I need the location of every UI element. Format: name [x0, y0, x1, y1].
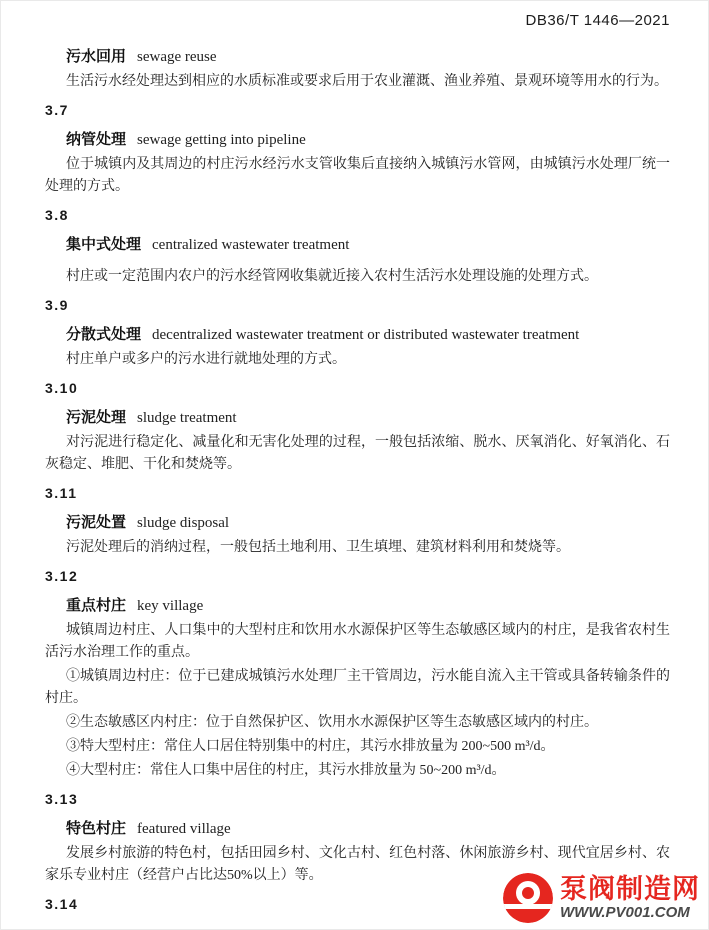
term-heading — [45, 45, 670, 69]
term-definition: 对污泥进行稳定化、减量化和无害化处理的过程，一般包括浓缩、脱水、厌氧消化、好氧消化、石灰稳定、堆肥、干化和焚烧等。 — [45, 435, 670, 472]
term-english: sewage getting into pipeline — [137, 132, 306, 148]
term-english: featured village — [137, 821, 231, 837]
term-english: sludge treatment — [137, 410, 237, 426]
standard-number: DB36/T 1446—2021 — [525, 12, 670, 29]
term-heading — [45, 323, 670, 347]
pv001-logo-text — [560, 876, 700, 920]
term-definition: 位于城镇内及其周边的村庄污水经污水支管收集后直接纳入城镇污水管网，由城镇污水处理厂统一处理的方式。 — [45, 157, 670, 194]
term-section-centralized — [45, 204, 670, 288]
term-definition: 村庄单户或多户的污水进行就地处理的方式。 — [66, 352, 346, 367]
term-section-sludge-disposal — [45, 482, 670, 559]
term-section-sludge-treatment — [45, 377, 670, 476]
term-chinese: 分散式处理 — [66, 326, 142, 343]
page-header — [45, 11, 670, 31]
site-url: WWW.PV001.COM — [560, 904, 690, 921]
clause-number: 3.10 — [45, 380, 79, 396]
pv001-logo-icon — [503, 873, 553, 923]
clause-number: 3.7 — [45, 102, 69, 118]
definition-item-3: ③特大型村庄：常住人口居住特别集中的村庄，其污水排放量为 200~500 m³/d。 — [66, 739, 555, 754]
clause-number: 3.9 — [45, 297, 69, 313]
term-section-decentralized — [45, 294, 670, 371]
term-chinese: 集中式处理 — [66, 236, 142, 253]
term-english: key village — [137, 598, 204, 614]
term-english: sewage reuse — [137, 49, 217, 65]
term-heading — [45, 406, 670, 430]
term-section-key-village — [45, 565, 670, 782]
term-definition: 污泥处理后的消纳过程，一般包括土地利用、卫生填埋、建筑材料利用和焚烧等。 — [66, 540, 570, 555]
site-name: 泵阀制造网 — [560, 874, 700, 904]
term-heading — [45, 817, 670, 841]
term-definition: 生活污水经处理达到相应的水质标准或要求后用于农业灌溉、渔业养殖、景观环境等用水的行为。 — [66, 74, 668, 89]
term-chinese: 特色村庄 — [66, 820, 127, 837]
term-chinese: 污水回用 — [66, 48, 127, 65]
term-english: sludge disposal — [137, 515, 230, 531]
term-definition: 村庄或一定范围内农户的污水经管网收集就近接入农村生活污水处理设施的处理方式。 — [66, 269, 598, 284]
term-definition: 发展乡村旅游的特色村，包括田园乡村、文化古村、红色村落、休闲旅游乡村、现代宜居乡村、农家乐专业村庄（经营户占比达50%以上）等。 — [45, 846, 670, 883]
term-english: decentralized wastewater treatment or distributed wastewater treatment — [152, 327, 580, 343]
term-chinese: 污泥处置 — [66, 514, 127, 531]
term-chinese: 污泥处理 — [66, 409, 127, 426]
term-section-sewage-reuse — [45, 45, 670, 93]
term-definition: 城镇周边村庄、人口集中的大型村庄和饮用水水源保护区等生态敏感区域内的村庄，是我省农村生活污水治理工作的重点。 — [45, 623, 670, 660]
clause-number: 3.11 — [45, 485, 78, 501]
term-heading — [45, 511, 670, 535]
definition-item-4: ④大型村庄：常住人口集中居住的村庄，其污水排放量为 50~200 m³/d。 — [66, 763, 506, 778]
term-chinese: 重点村庄 — [66, 597, 127, 614]
term-heading — [45, 594, 670, 618]
term-section-pipeline — [45, 99, 670, 198]
definition-item-1: ①城镇周边村庄：位于已建成城镇污水处理厂主干管周边，污水能自流入主干管或具备转输条件的村庄。 — [45, 669, 670, 706]
term-english: centralized wastewater treatment — [152, 237, 350, 253]
clause-number: 3.14 — [45, 896, 79, 912]
clause-number: 3.12 — [45, 568, 79, 584]
term-heading — [45, 128, 670, 152]
definition-item-2: ②生态敏感区内村庄：位于自然保护区、饮用水水源保护区等生态敏感区域内的村庄。 — [66, 715, 598, 730]
term-heading — [45, 233, 670, 257]
clause-number: 3.13 — [45, 791, 79, 807]
clause-number: 3.8 — [45, 207, 69, 223]
term-chinese: 纳管处理 — [66, 131, 127, 148]
pv001-watermark — [499, 871, 702, 925]
